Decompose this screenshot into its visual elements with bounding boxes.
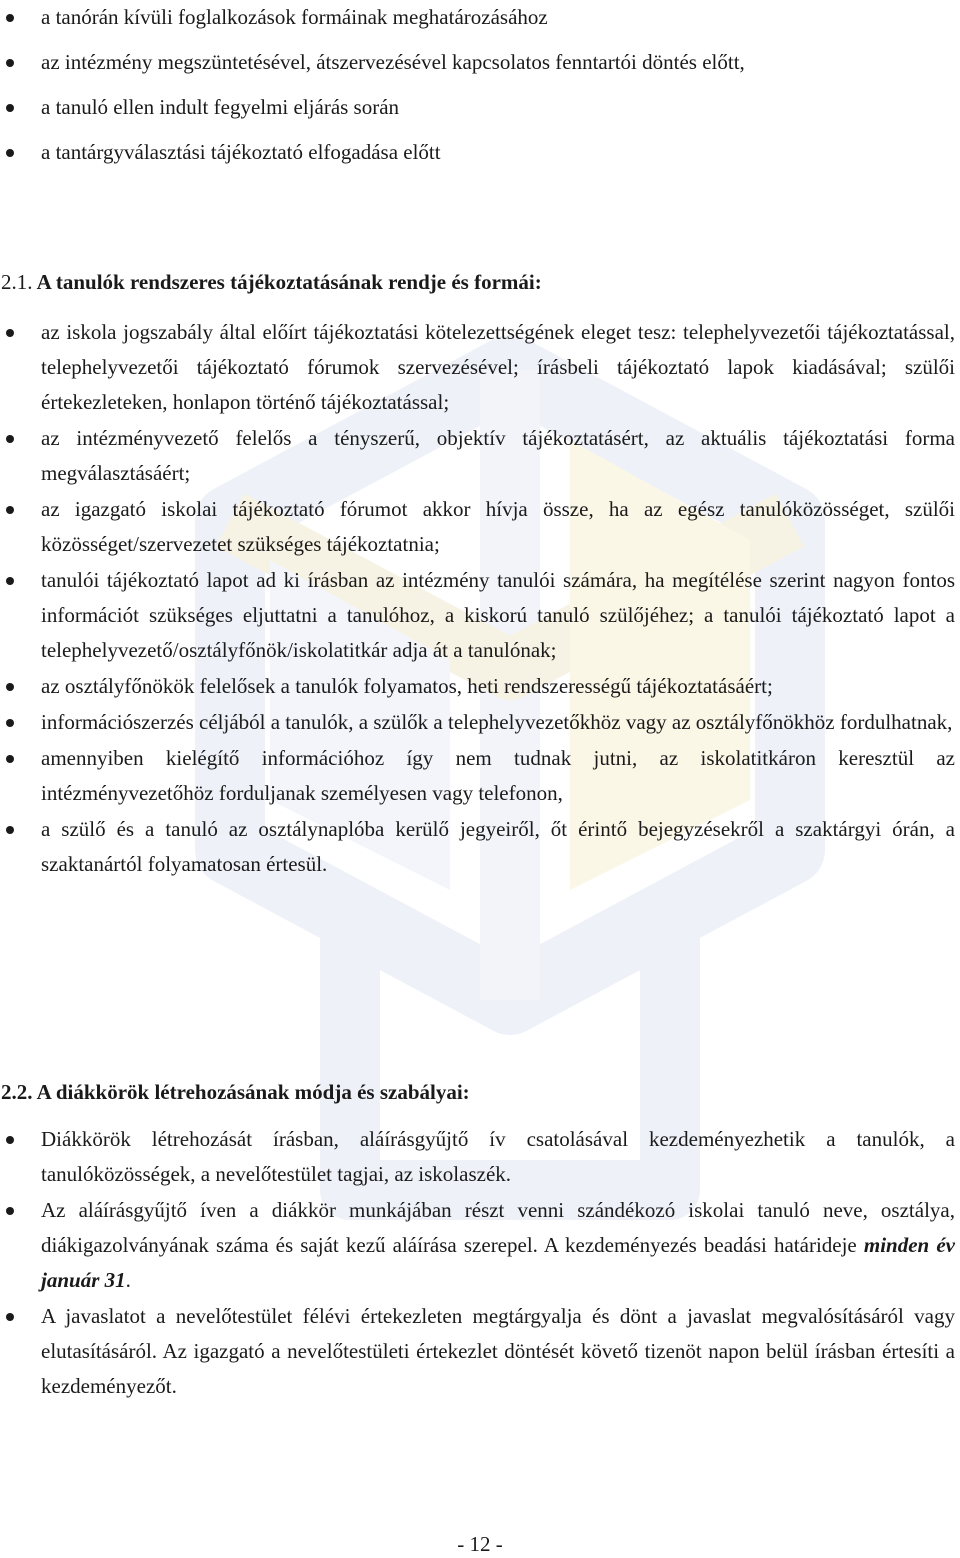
- deadline-emphasis: minden év január 31: [41, 1233, 956, 1292]
- section-2-2-bullet-list: [0, 1122, 960, 1405]
- list-item-text: Az aláírásgyűjtő íven a diákkör munkájában részt venni szándékozó iskolai tanuló neve, osztálya, diákigazolványának száma és saját kezű aláírása szerepel. A kezdeményezés beadási határideje: [41, 1198, 955, 1257]
- section-2-1-bullet-list: [0, 315, 960, 883]
- section-number: 2.2.: [1, 1080, 33, 1104]
- list-item: a tanórán kívüli foglalkozások formáinak meghatározásához: [0, 0, 960, 35]
- list-item: A javaslatot a nevelőtestület félévi értekezleten megtárgyalja és dönt a javaslat megvalósításáról vagy elutasításáról. Az igazgató a nevelőtestületi értekezlet döntését követő tizenöt napon belül írásban értesíti a kezdeményezőt.: [0, 1299, 960, 1404]
- list-item: a tanuló ellen indult fegyelmi eljárás során: [0, 90, 960, 125]
- intro-bullet-list: [0, 0, 960, 180]
- list-item: az intézmény megszüntetésével, átszervezésével kapcsolatos fenntartói döntés előtt,: [0, 45, 960, 80]
- list-item: amennyiben kielégítő információhoz így nem tudnak jutni, az iskolatitkáron keresztül az intézményvezetőhöz forduljanak személyesen vagy telefonon,: [0, 741, 960, 811]
- list-item: az iskola jogszabály által előírt tájékoztatási kötelezettségének eleget tesz: telephelyvezetői tájékoztatással, telephelyvezetői tájékoztató fórumok szervezésével; írásbeli tájékoztató lapok kiadásával; szülői értekezleteken, honlapon történő tájékoztatással;: [0, 315, 960, 420]
- list-item: az intézményvezető felelős a tényszerű, objektív tájékoztatásért, az aktuális tájékoztatási forma megválasztásáért;: [0, 421, 960, 491]
- section-heading-2-1: [1, 270, 542, 295]
- list-item: a szülő és a tanuló az osztálynaplóba kerülő jegyeiről, őt érintő bejegyzésekről a szaktárgyi órán, a szaktanártól folyamatosan értesül.: [0, 812, 960, 882]
- section-number: 2.1.: [1, 270, 33, 294]
- list-item: a tantárgyválasztási tájékoztató elfogadása előtt: [0, 135, 960, 170]
- section-heading-2-2: [1, 1080, 470, 1105]
- list-item: [0, 1193, 960, 1298]
- section-title: A diákkörök létrehozásának módja és szabályai:: [36, 1080, 470, 1104]
- list-item: információszerzés céljából a tanulók, a szülők a telephelyvezetőkhöz vagy az osztályfőnökhöz fordulhatnak,: [0, 705, 960, 740]
- section-title: A tanulók rendszeres tájékoztatásának rendje és formái:: [36, 270, 542, 294]
- list-item: az igazgató iskolai tájékoztató fórumot akkor hívja össze, ha az egész tanulóközösséget, szülői közösséget/szervezetet szükséges tájékoztatnia;: [0, 492, 960, 562]
- list-item: Diákkörök létrehozását írásban, aláírásgyűjtő ív csatolásával kezdeményezhetik a tanulók, a tanulóközösségek, a nevelőtestület tagjai, az iskolaszék.: [0, 1122, 960, 1192]
- list-item: az osztályfőnökök felelősek a tanulók folyamatos, heti rendszerességű tájékoztatásáért;: [0, 669, 960, 704]
- page-number: - 12 -: [457, 1532, 503, 1556]
- list-item-end: .: [125, 1268, 131, 1292]
- list-item: tanulói tájékoztató lapot ad ki írásban az intézmény tanulói számára, ha megítélése szerint nagyon fontos információt szükséges eljuttatni a tanulóhoz, a kiskorú tanuló szülőjéhez; a tanulói tájékoztató lapot a telephelyvezető/osztályfőnök/iskolatitkár adja át a tanulónak;: [0, 563, 960, 668]
